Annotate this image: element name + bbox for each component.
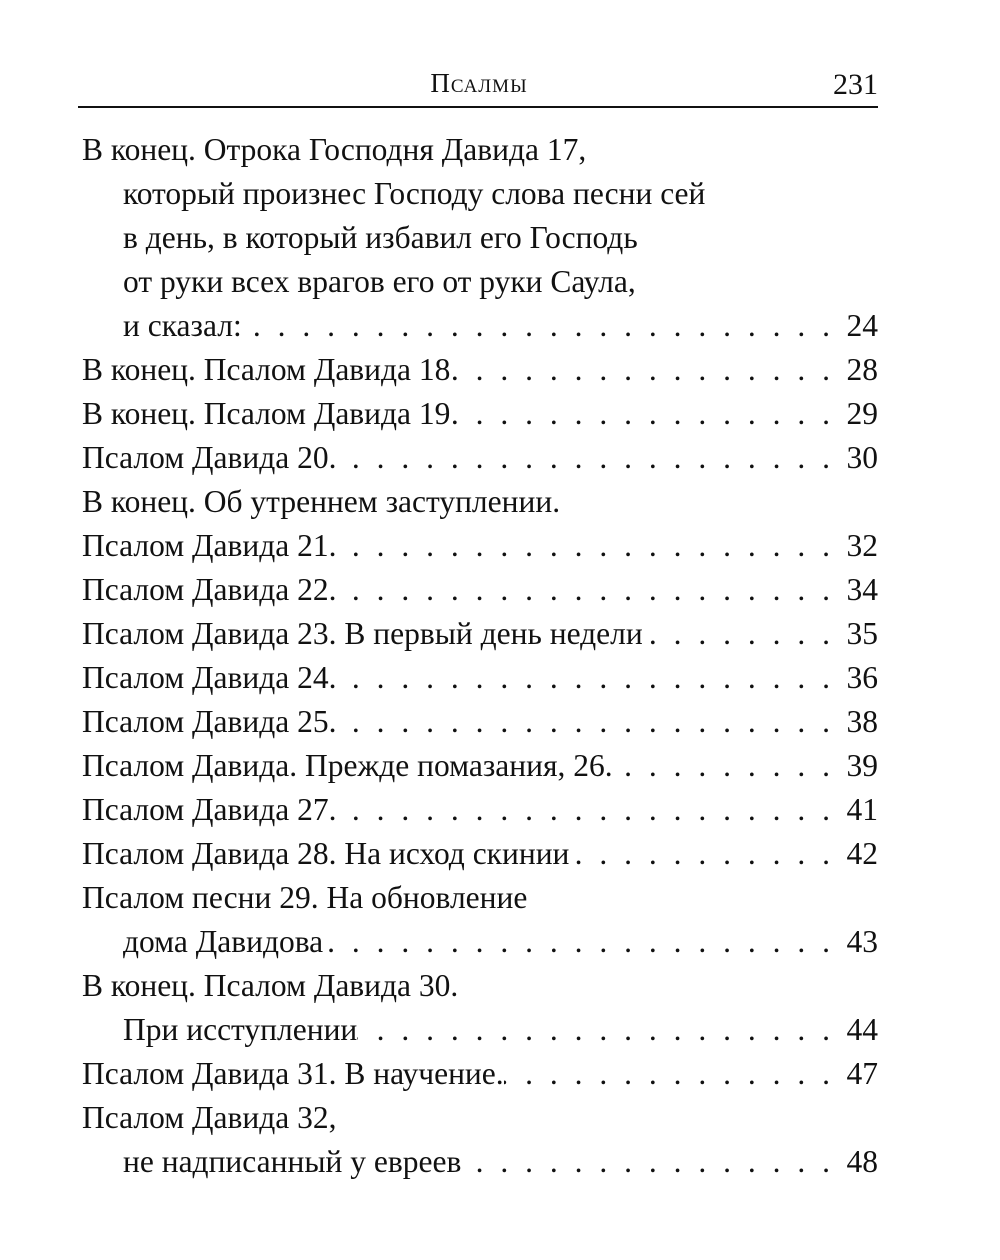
dot-leader bbox=[450, 392, 830, 436]
dot-leader bbox=[337, 788, 830, 832]
toc-entry-title: В конец. Псалом Давида 18 bbox=[82, 352, 451, 387]
toc-entry-title: Псалом Давида 24. bbox=[82, 660, 337, 695]
toc-entry-leader-line bbox=[82, 744, 878, 788]
toc-entry bbox=[82, 744, 878, 788]
toc-entry-page: 42 bbox=[846, 836, 878, 871]
toc-entry-title: и сказал: bbox=[123, 308, 242, 343]
toc-entry bbox=[82, 128, 878, 348]
toc-entry-leader-line bbox=[82, 612, 878, 656]
dot-leader bbox=[461, 1140, 830, 1184]
toc-entry bbox=[82, 656, 878, 700]
toc-entry-leader-line bbox=[82, 832, 878, 876]
dot-leader bbox=[337, 700, 830, 744]
toc-entry-page: 24 bbox=[846, 308, 878, 343]
toc-entry-page: 36 bbox=[846, 660, 878, 695]
toc-entry-title: дома Давидова bbox=[123, 924, 324, 959]
toc-entry bbox=[82, 876, 878, 964]
toc-entry-leader-line bbox=[82, 436, 878, 480]
dot-leader bbox=[323, 920, 830, 964]
toc-entry bbox=[82, 568, 878, 612]
toc-entry-title: Псалом Давида 20. bbox=[82, 440, 337, 475]
toc-entry bbox=[82, 436, 878, 480]
dot-leader bbox=[242, 304, 830, 348]
dot-leader bbox=[569, 832, 830, 876]
toc-entry-page: 29 bbox=[846, 396, 878, 431]
dot-leader bbox=[643, 612, 830, 656]
toc-entry-leader-line bbox=[82, 1052, 878, 1096]
toc-entry-leader-line bbox=[82, 788, 878, 832]
toc-entry bbox=[82, 480, 878, 568]
section-title: Псалмы bbox=[430, 68, 528, 98]
toc-entry bbox=[82, 1052, 878, 1096]
toc-entry bbox=[82, 832, 878, 876]
toc-entry bbox=[82, 348, 878, 392]
dot-leader bbox=[337, 524, 830, 568]
dot-leader bbox=[450, 348, 830, 392]
toc-entry-leader-line bbox=[82, 1008, 878, 1052]
toc-entry bbox=[82, 392, 878, 436]
toc-entry-title: Псалом Давида 21. bbox=[82, 528, 337, 563]
toc-entry-title: Псалом Давида 23. В первый день недели bbox=[82, 616, 643, 651]
page-number: 231 bbox=[833, 68, 878, 101]
toc-entry-text-line: Псалом песни 29. На обновление bbox=[82, 880, 528, 915]
toc-entry-page: 32 bbox=[846, 528, 878, 563]
toc-entry-title: Псалом Давида 31. В научение. bbox=[82, 1056, 504, 1091]
toc-entry-page: 44 bbox=[846, 1012, 878, 1047]
toc-entry-text-line: в день, в который избавил его Господь bbox=[123, 220, 638, 255]
dot-leader bbox=[504, 1052, 830, 1096]
toc-entry-text-line: В конец. Отрока Господня Давида 17, bbox=[82, 132, 587, 167]
toc-entry-leader-line bbox=[82, 568, 878, 612]
dot-leader bbox=[337, 568, 830, 612]
toc-entry-page: 35 bbox=[846, 616, 878, 651]
toc-entry-text-line: который произнес Господу слова песни сей bbox=[123, 176, 706, 211]
toc-entry-leader-line bbox=[82, 1140, 878, 1184]
toc-entry-leader-line bbox=[82, 656, 878, 700]
toc-entry-text-line: Псалом Давида 32, bbox=[82, 1100, 337, 1135]
header-rule bbox=[78, 106, 878, 108]
toc-entry-text-line: В конец. Псалом Давида 30. bbox=[82, 968, 459, 1003]
toc-entry-text-line: от руки всех врагов его от руки Саула, bbox=[123, 264, 636, 299]
toc-entry-leader-line bbox=[82, 524, 878, 568]
toc-entry-title: Псалом Давида 27. bbox=[82, 792, 337, 827]
toc-entry-page: 28 bbox=[846, 352, 878, 387]
table-of-contents bbox=[82, 128, 878, 1184]
toc-entry-title: Псалом Давида. Прежде помазания, 26. bbox=[82, 748, 613, 783]
toc-entry-title: Псалом Давида 28. На исход скинии bbox=[82, 836, 570, 871]
toc-entry-leader-line bbox=[82, 392, 878, 436]
toc-entry-title: Псалом Давида 22. bbox=[82, 572, 337, 607]
toc-entry-title: не надписанный у евреев bbox=[123, 1144, 462, 1179]
toc-entry-title: В конец. Псалом Давида 19 bbox=[82, 396, 451, 431]
toc-entry-page: 43 bbox=[846, 924, 878, 959]
dot-leader bbox=[357, 1008, 830, 1052]
dot-leader bbox=[613, 744, 830, 788]
toc-entry-page: 38 bbox=[846, 704, 878, 739]
toc-entry-page: 30 bbox=[846, 440, 878, 475]
toc-entry-page: 41 bbox=[846, 792, 878, 827]
toc-entry-title: При исступлении bbox=[123, 1012, 358, 1047]
toc-entry-leader-line bbox=[82, 304, 878, 348]
toc-entry bbox=[82, 700, 878, 744]
toc-entry bbox=[82, 788, 878, 832]
toc-entry-page: 34 bbox=[846, 572, 878, 607]
toc-entry-title: Псалом Давида 25. bbox=[82, 704, 337, 739]
toc-entry-leader-line bbox=[82, 348, 878, 392]
toc-entry-leader-line bbox=[82, 920, 878, 964]
toc-entry-leader-line bbox=[82, 700, 878, 744]
toc-entry bbox=[82, 612, 878, 656]
toc-entry bbox=[82, 1096, 878, 1184]
dot-leader bbox=[337, 656, 830, 700]
toc-entry-text-line: В конец. Об утреннем заступлении. bbox=[82, 484, 561, 519]
toc-entry-page: 47 bbox=[846, 1056, 878, 1091]
toc-entry-page: 39 bbox=[846, 748, 878, 783]
running-header bbox=[80, 68, 878, 108]
toc-entry-page: 48 bbox=[846, 1144, 878, 1179]
dot-leader bbox=[337, 436, 830, 480]
toc-entry bbox=[82, 964, 878, 1052]
